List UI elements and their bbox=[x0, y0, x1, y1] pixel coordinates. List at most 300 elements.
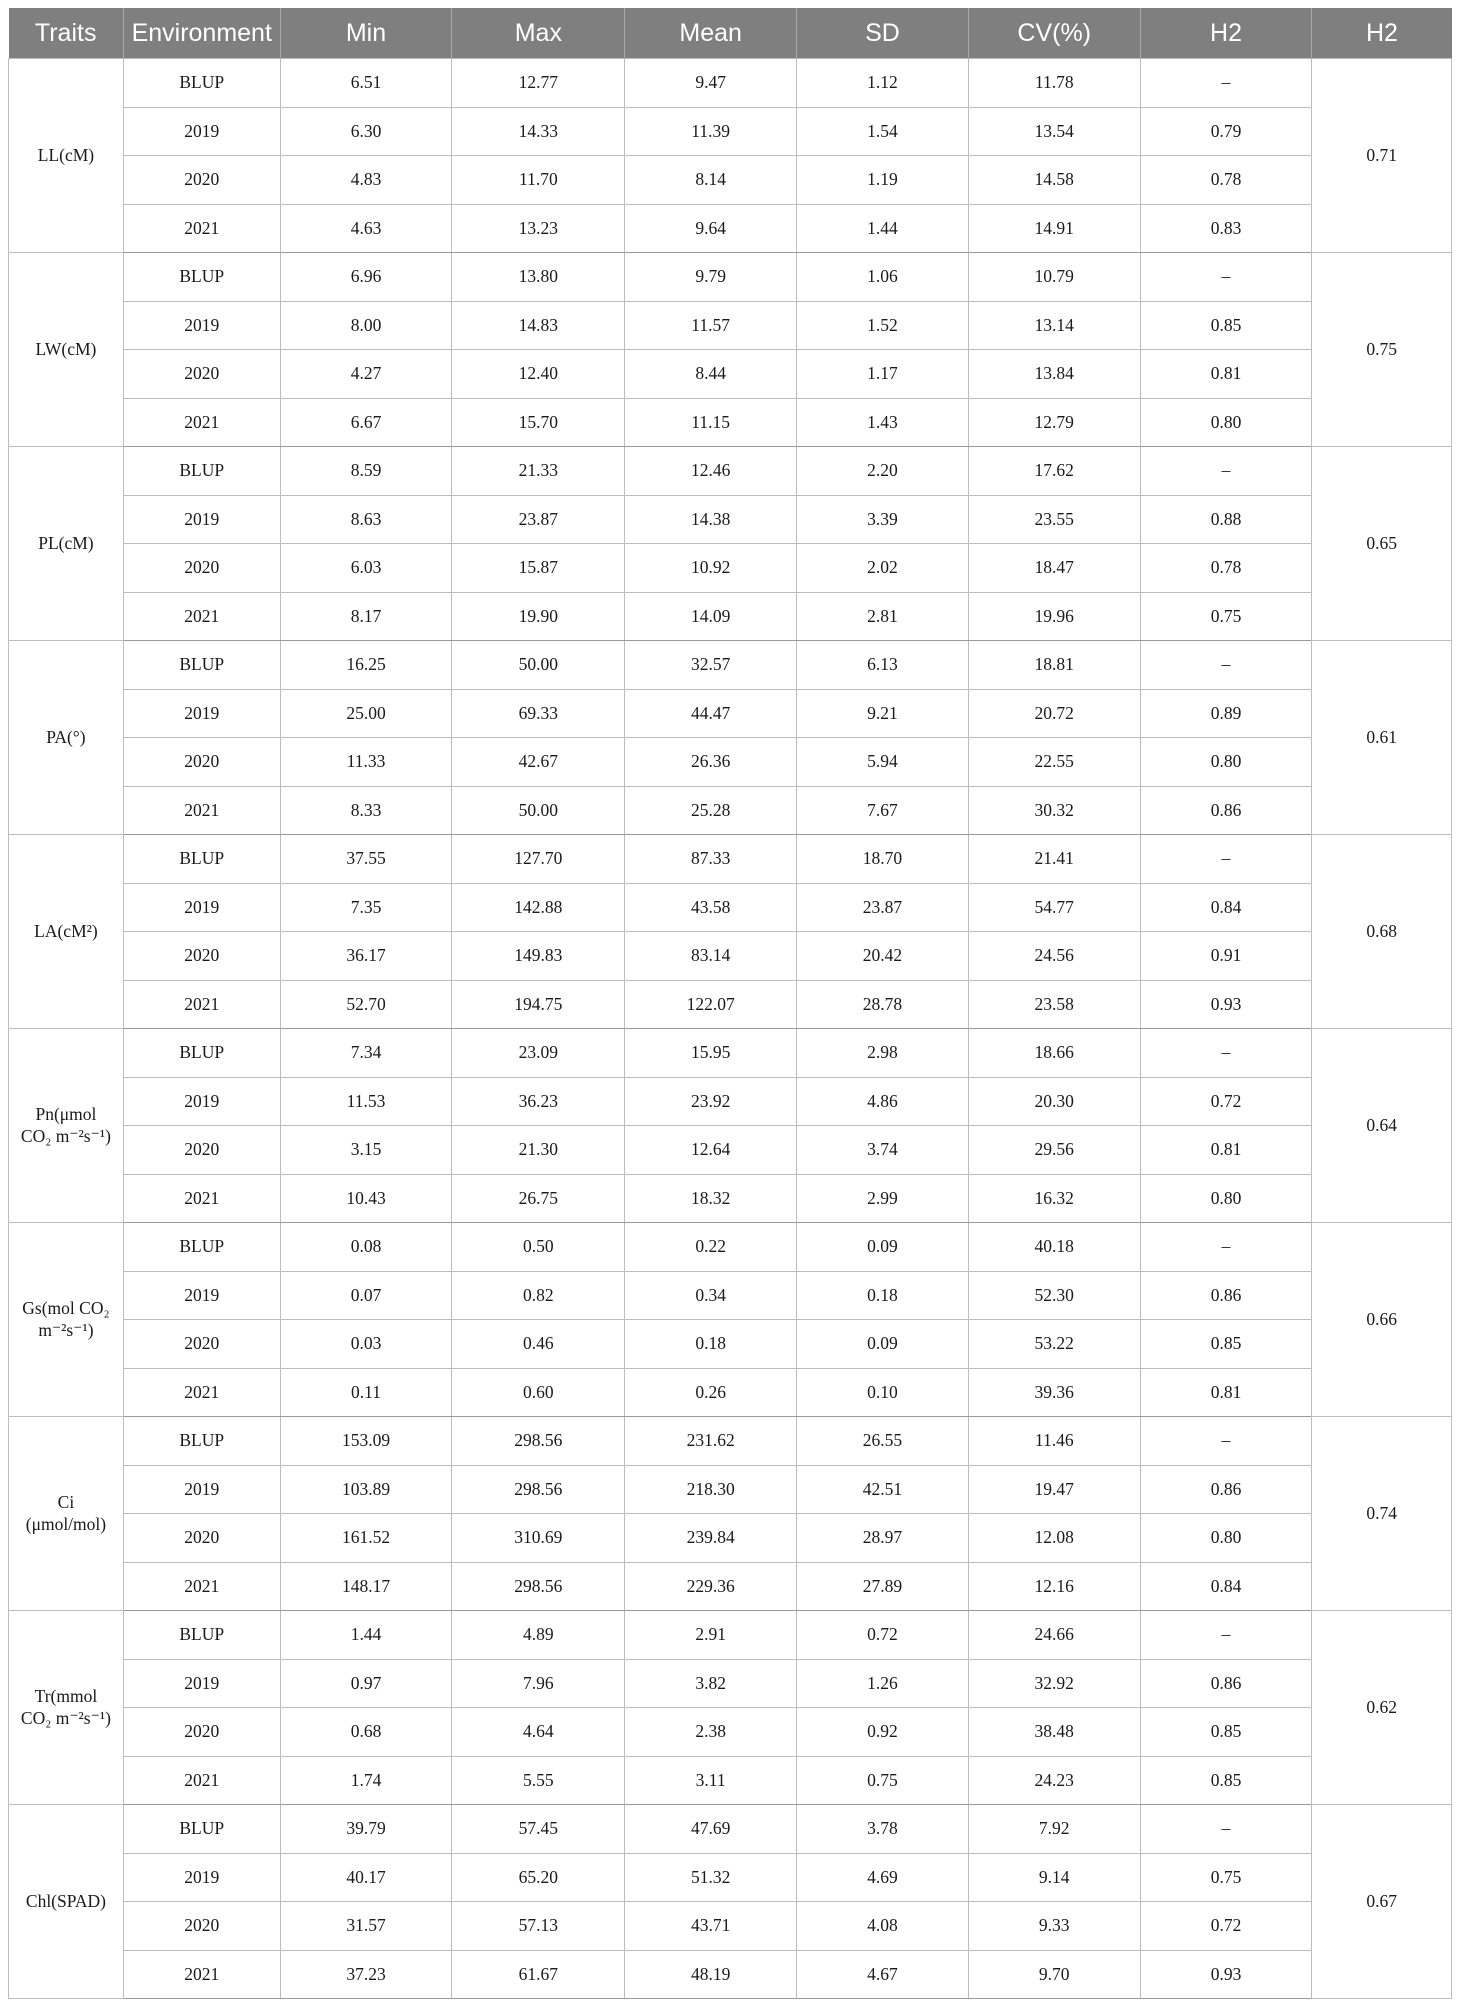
sd-cell: 4.67 bbox=[797, 1950, 969, 1999]
table-row bbox=[9, 1756, 1452, 1805]
cv-cell: 22.55 bbox=[968, 738, 1140, 787]
environment-cell: BLUP bbox=[123, 447, 280, 496]
cv-cell: 24.23 bbox=[968, 1756, 1140, 1805]
environment-cell: 2020 bbox=[123, 1320, 280, 1369]
max-cell: 36.23 bbox=[452, 1077, 625, 1126]
table-row bbox=[9, 738, 1452, 787]
header-max: Max bbox=[452, 8, 625, 59]
sd-cell: 3.78 bbox=[797, 1805, 969, 1854]
environment-cell: 2021 bbox=[123, 1950, 280, 1999]
max-cell: 7.96 bbox=[452, 1659, 625, 1708]
environment-cell: 2021 bbox=[123, 204, 280, 253]
overall-h2-cell: 0.65 bbox=[1312, 447, 1452, 641]
sd-cell: 1.06 bbox=[797, 253, 969, 302]
mean-cell: 239.84 bbox=[625, 1514, 797, 1563]
max-cell: 14.83 bbox=[452, 301, 625, 350]
min-cell: 8.59 bbox=[280, 447, 452, 496]
min-cell: 11.33 bbox=[280, 738, 452, 787]
header-sd: SD bbox=[797, 8, 969, 59]
cv-cell: 18.47 bbox=[968, 544, 1140, 593]
cv-cell: 11.78 bbox=[968, 59, 1140, 108]
table-row bbox=[9, 1368, 1452, 1417]
mean-cell: 0.34 bbox=[625, 1271, 797, 1320]
cv-cell: 14.91 bbox=[968, 204, 1140, 253]
trait-cell bbox=[9, 1029, 124, 1223]
min-cell: 3.15 bbox=[280, 1126, 452, 1175]
environment-cell: 2020 bbox=[123, 156, 280, 205]
min-cell: 7.34 bbox=[280, 1029, 452, 1078]
h2-cell: – bbox=[1140, 253, 1312, 302]
mean-cell: 87.33 bbox=[625, 835, 797, 884]
h2-cell: 0.85 bbox=[1140, 1320, 1312, 1369]
min-cell: 8.00 bbox=[280, 301, 452, 350]
max-cell: 26.75 bbox=[452, 1174, 625, 1223]
trait-label-line: CO₂ m⁻²s⁻¹) bbox=[20, 1707, 111, 1728]
h2-cell: 0.72 bbox=[1140, 1077, 1312, 1126]
h2-cell: 0.84 bbox=[1140, 883, 1312, 932]
cv-cell: 12.08 bbox=[968, 1514, 1140, 1563]
max-cell: 21.30 bbox=[452, 1126, 625, 1175]
h2-cell: 0.80 bbox=[1140, 398, 1312, 447]
mean-cell: 23.92 bbox=[625, 1077, 797, 1126]
header-cv: CV(%) bbox=[968, 8, 1140, 59]
mean-cell: 11.15 bbox=[625, 398, 797, 447]
table-row bbox=[9, 786, 1452, 835]
sd-cell: 0.10 bbox=[797, 1368, 969, 1417]
sd-cell: 1.44 bbox=[797, 204, 969, 253]
table-row bbox=[9, 1223, 1452, 1272]
mean-cell: 9.79 bbox=[625, 253, 797, 302]
h2-cell: 0.86 bbox=[1140, 786, 1312, 835]
mean-cell: 12.46 bbox=[625, 447, 797, 496]
cv-cell: 19.96 bbox=[968, 592, 1140, 641]
environment-cell: BLUP bbox=[123, 641, 280, 690]
sd-cell: 4.69 bbox=[797, 1853, 969, 1902]
cv-cell: 23.58 bbox=[968, 980, 1140, 1029]
table-row bbox=[9, 980, 1452, 1029]
environment-cell: 2020 bbox=[123, 350, 280, 399]
sd-cell: 3.74 bbox=[797, 1126, 969, 1175]
header-min: Min bbox=[280, 8, 452, 59]
min-cell: 1.44 bbox=[280, 1611, 452, 1660]
environment-cell: 2019 bbox=[123, 1853, 280, 1902]
mean-cell: 11.57 bbox=[625, 301, 797, 350]
mean-cell: 3.82 bbox=[625, 1659, 797, 1708]
environment-cell: BLUP bbox=[123, 835, 280, 884]
min-cell: 6.03 bbox=[280, 544, 452, 593]
trait-label-line: (μmol/mol) bbox=[25, 1513, 107, 1534]
trait-cell: PL(cM) bbox=[9, 447, 124, 641]
sd-cell: 20.42 bbox=[797, 932, 969, 981]
max-cell: 42.67 bbox=[452, 738, 625, 787]
h2-cell: – bbox=[1140, 447, 1312, 496]
environment-cell: BLUP bbox=[123, 1805, 280, 1854]
max-cell: 0.82 bbox=[452, 1271, 625, 1320]
min-cell: 4.27 bbox=[280, 350, 452, 399]
h2-cell: 0.78 bbox=[1140, 156, 1312, 205]
min-cell: 36.17 bbox=[280, 932, 452, 981]
mean-cell: 18.32 bbox=[625, 1174, 797, 1223]
h2-cell: 0.80 bbox=[1140, 1174, 1312, 1223]
max-cell: 11.70 bbox=[452, 156, 625, 205]
mean-cell: 43.58 bbox=[625, 883, 797, 932]
cv-cell: 9.14 bbox=[968, 1853, 1140, 1902]
cv-cell: 9.33 bbox=[968, 1902, 1140, 1951]
h2-cell: 0.86 bbox=[1140, 1271, 1312, 1320]
cv-cell: 24.66 bbox=[968, 1611, 1140, 1660]
cv-cell: 54.77 bbox=[968, 883, 1140, 932]
environment-cell: 2019 bbox=[123, 883, 280, 932]
cv-cell: 12.16 bbox=[968, 1562, 1140, 1611]
header-environment: Environment bbox=[123, 8, 280, 59]
cv-cell: 16.32 bbox=[968, 1174, 1140, 1223]
sd-cell: 4.08 bbox=[797, 1902, 969, 1951]
table-row bbox=[9, 398, 1452, 447]
mean-cell: 14.09 bbox=[625, 592, 797, 641]
min-cell: 31.57 bbox=[280, 1902, 452, 1951]
cv-cell: 18.81 bbox=[968, 641, 1140, 690]
environment-cell: 2019 bbox=[123, 1077, 280, 1126]
sd-cell: 7.67 bbox=[797, 786, 969, 835]
h2-cell: 0.75 bbox=[1140, 1853, 1312, 1902]
min-cell: 11.53 bbox=[280, 1077, 452, 1126]
min-cell: 6.51 bbox=[280, 59, 452, 108]
max-cell: 4.89 bbox=[452, 1611, 625, 1660]
h2-cell: 0.81 bbox=[1140, 350, 1312, 399]
environment-cell: 2020 bbox=[123, 1902, 280, 1951]
mean-cell: 10.92 bbox=[625, 544, 797, 593]
min-cell: 4.63 bbox=[280, 204, 452, 253]
h2-cell: 0.81 bbox=[1140, 1126, 1312, 1175]
max-cell: 23.87 bbox=[452, 495, 625, 544]
sd-cell: 1.19 bbox=[797, 156, 969, 205]
cv-cell: 13.84 bbox=[968, 350, 1140, 399]
cv-cell: 13.14 bbox=[968, 301, 1140, 350]
h2-cell: 0.81 bbox=[1140, 1368, 1312, 1417]
mean-cell: 51.32 bbox=[625, 1853, 797, 1902]
cv-cell: 14.58 bbox=[968, 156, 1140, 205]
sd-cell: 0.72 bbox=[797, 1611, 969, 1660]
max-cell: 19.90 bbox=[452, 592, 625, 641]
max-cell: 298.56 bbox=[452, 1562, 625, 1611]
max-cell: 13.80 bbox=[452, 253, 625, 302]
mean-cell: 2.91 bbox=[625, 1611, 797, 1660]
sd-cell: 1.43 bbox=[797, 398, 969, 447]
h2-cell: 0.86 bbox=[1140, 1659, 1312, 1708]
h2-cell: – bbox=[1140, 835, 1312, 884]
header-mean: Mean bbox=[625, 8, 797, 59]
max-cell: 310.69 bbox=[452, 1514, 625, 1563]
cv-cell: 38.48 bbox=[968, 1708, 1140, 1757]
sd-cell: 1.54 bbox=[797, 107, 969, 156]
sd-cell: 23.87 bbox=[797, 883, 969, 932]
environment-cell: BLUP bbox=[123, 253, 280, 302]
mean-cell: 47.69 bbox=[625, 1805, 797, 1854]
cv-cell: 24.56 bbox=[968, 932, 1140, 981]
mean-cell: 218.30 bbox=[625, 1465, 797, 1514]
cv-cell: 12.79 bbox=[968, 398, 1140, 447]
environment-cell: 2021 bbox=[123, 398, 280, 447]
sd-cell: 0.92 bbox=[797, 1708, 969, 1757]
sd-cell: 2.99 bbox=[797, 1174, 969, 1223]
max-cell: 21.33 bbox=[452, 447, 625, 496]
trait-cell: PA(°) bbox=[9, 641, 124, 835]
table-row bbox=[9, 592, 1452, 641]
min-cell: 0.97 bbox=[280, 1659, 452, 1708]
sd-cell: 6.13 bbox=[797, 641, 969, 690]
table-container bbox=[8, 8, 1452, 1999]
sd-cell: 2.81 bbox=[797, 592, 969, 641]
sd-cell: 1.12 bbox=[797, 59, 969, 108]
environment-cell: 2019 bbox=[123, 1659, 280, 1708]
sd-cell: 18.70 bbox=[797, 835, 969, 884]
table-row bbox=[9, 1174, 1452, 1223]
mean-cell: 0.22 bbox=[625, 1223, 797, 1272]
mean-cell: 122.07 bbox=[625, 980, 797, 1029]
min-cell: 16.25 bbox=[280, 641, 452, 690]
h2-cell: 0.83 bbox=[1140, 204, 1312, 253]
cv-cell: 39.36 bbox=[968, 1368, 1140, 1417]
trait-cell bbox=[9, 1611, 124, 1805]
max-cell: 142.88 bbox=[452, 883, 625, 932]
min-cell: 25.00 bbox=[280, 689, 452, 738]
sd-cell: 28.78 bbox=[797, 980, 969, 1029]
max-cell: 61.67 bbox=[452, 1950, 625, 1999]
table-row bbox=[9, 1077, 1452, 1126]
mean-cell: 231.62 bbox=[625, 1417, 797, 1466]
sd-cell: 2.98 bbox=[797, 1029, 969, 1078]
environment-cell: 2021 bbox=[123, 980, 280, 1029]
mean-cell: 32.57 bbox=[625, 641, 797, 690]
mean-cell: 9.64 bbox=[625, 204, 797, 253]
min-cell: 10.43 bbox=[280, 1174, 452, 1223]
h2-cell: 0.91 bbox=[1140, 932, 1312, 981]
mean-cell: 48.19 bbox=[625, 1950, 797, 1999]
environment-cell: 2021 bbox=[123, 1174, 280, 1223]
environment-cell: BLUP bbox=[123, 1611, 280, 1660]
table-row bbox=[9, 1805, 1452, 1854]
h2-cell: 0.79 bbox=[1140, 107, 1312, 156]
trait-cell: Chl(SPAD) bbox=[9, 1805, 124, 1999]
mean-cell: 44.47 bbox=[625, 689, 797, 738]
table-row bbox=[9, 689, 1452, 738]
table-row bbox=[9, 495, 1452, 544]
mean-cell: 83.14 bbox=[625, 932, 797, 981]
sd-cell: 2.20 bbox=[797, 447, 969, 496]
overall-h2-cell: 0.66 bbox=[1312, 1223, 1452, 1417]
min-cell: 40.17 bbox=[280, 1853, 452, 1902]
min-cell: 0.08 bbox=[280, 1223, 452, 1272]
environment-cell: 2019 bbox=[123, 495, 280, 544]
min-cell: 161.52 bbox=[280, 1514, 452, 1563]
cv-cell: 11.46 bbox=[968, 1417, 1140, 1466]
min-cell: 0.68 bbox=[280, 1708, 452, 1757]
h2-cell: – bbox=[1140, 59, 1312, 108]
environment-cell: BLUP bbox=[123, 59, 280, 108]
h2-cell: 0.89 bbox=[1140, 689, 1312, 738]
sd-cell: 0.18 bbox=[797, 1271, 969, 1320]
h2-cell: 0.72 bbox=[1140, 1902, 1312, 1951]
h2-cell: 0.86 bbox=[1140, 1465, 1312, 1514]
max-cell: 65.20 bbox=[452, 1853, 625, 1902]
cv-cell: 9.70 bbox=[968, 1950, 1140, 1999]
max-cell: 12.77 bbox=[452, 59, 625, 108]
h2-cell: – bbox=[1140, 1029, 1312, 1078]
h2-cell: – bbox=[1140, 1805, 1312, 1854]
environment-cell: 2019 bbox=[123, 301, 280, 350]
h2-cell: 0.93 bbox=[1140, 980, 1312, 1029]
min-cell: 7.35 bbox=[280, 883, 452, 932]
environment-cell: 2021 bbox=[123, 592, 280, 641]
h2-cell: 0.85 bbox=[1140, 301, 1312, 350]
min-cell: 4.83 bbox=[280, 156, 452, 205]
mean-cell: 14.38 bbox=[625, 495, 797, 544]
environment-cell: BLUP bbox=[123, 1417, 280, 1466]
mean-cell: 2.38 bbox=[625, 1708, 797, 1757]
table-row bbox=[9, 301, 1452, 350]
table-row bbox=[9, 1271, 1452, 1320]
table-row bbox=[9, 835, 1452, 884]
trait-label-line: Pn(μmol bbox=[35, 1103, 97, 1124]
trait-cell: LW(cM) bbox=[9, 253, 124, 447]
overall-h2-cell: 0.62 bbox=[1312, 1611, 1452, 1805]
mean-cell: 25.28 bbox=[625, 786, 797, 835]
max-cell: 23.09 bbox=[452, 1029, 625, 1078]
max-cell: 12.40 bbox=[452, 350, 625, 399]
max-cell: 298.56 bbox=[452, 1417, 625, 1466]
sd-cell: 9.21 bbox=[797, 689, 969, 738]
h2-cell: – bbox=[1140, 1223, 1312, 1272]
mean-cell: 0.26 bbox=[625, 1368, 797, 1417]
max-cell: 0.60 bbox=[452, 1368, 625, 1417]
header-traits: Traits bbox=[9, 8, 124, 59]
table-row bbox=[9, 156, 1452, 205]
overall-h2-cell: 0.67 bbox=[1312, 1805, 1452, 1999]
min-cell: 6.67 bbox=[280, 398, 452, 447]
min-cell: 52.70 bbox=[280, 980, 452, 1029]
max-cell: 298.56 bbox=[452, 1465, 625, 1514]
max-cell: 69.33 bbox=[452, 689, 625, 738]
max-cell: 57.45 bbox=[452, 1805, 625, 1854]
cv-cell: 20.30 bbox=[968, 1077, 1140, 1126]
cv-cell: 40.18 bbox=[968, 1223, 1140, 1272]
environment-cell: 2020 bbox=[123, 1708, 280, 1757]
sd-cell: 0.09 bbox=[797, 1320, 969, 1369]
header-h2-overall: H2 bbox=[1312, 8, 1452, 59]
max-cell: 127.70 bbox=[452, 835, 625, 884]
max-cell: 57.13 bbox=[452, 1902, 625, 1951]
table-row bbox=[9, 1320, 1452, 1369]
mean-cell: 0.18 bbox=[625, 1320, 797, 1369]
max-cell: 194.75 bbox=[452, 980, 625, 1029]
sd-cell: 0.09 bbox=[797, 1223, 969, 1272]
sd-cell: 1.26 bbox=[797, 1659, 969, 1708]
trait-cell: LL(cM) bbox=[9, 59, 124, 253]
table-row bbox=[9, 350, 1452, 399]
min-cell: 39.79 bbox=[280, 1805, 452, 1854]
mean-cell: 43.71 bbox=[625, 1902, 797, 1951]
min-cell: 8.33 bbox=[280, 786, 452, 835]
environment-cell: 2020 bbox=[123, 1126, 280, 1175]
environment-cell: 2021 bbox=[123, 1756, 280, 1805]
mean-cell: 3.11 bbox=[625, 1756, 797, 1805]
table-row bbox=[9, 1659, 1452, 1708]
cv-cell: 21.41 bbox=[968, 835, 1140, 884]
overall-h2-cell: 0.71 bbox=[1312, 59, 1452, 253]
table-row bbox=[9, 1465, 1452, 1514]
cv-cell: 19.47 bbox=[968, 1465, 1140, 1514]
max-cell: 50.00 bbox=[452, 641, 625, 690]
mean-cell: 8.14 bbox=[625, 156, 797, 205]
sd-cell: 26.55 bbox=[797, 1417, 969, 1466]
table-row bbox=[9, 1126, 1452, 1175]
min-cell: 8.17 bbox=[280, 592, 452, 641]
mean-cell: 15.95 bbox=[625, 1029, 797, 1078]
environment-cell: 2021 bbox=[123, 1562, 280, 1611]
trait-label-line: Ci bbox=[57, 1491, 75, 1512]
table-row bbox=[9, 1514, 1452, 1563]
max-cell: 4.64 bbox=[452, 1708, 625, 1757]
table-row bbox=[9, 1853, 1452, 1902]
h2-cell: 0.80 bbox=[1140, 738, 1312, 787]
table-row bbox=[9, 883, 1452, 932]
h2-cell: 0.93 bbox=[1140, 1950, 1312, 1999]
sd-cell: 1.17 bbox=[797, 350, 969, 399]
cv-cell: 30.32 bbox=[968, 786, 1140, 835]
table-row bbox=[9, 1902, 1452, 1951]
table-row bbox=[9, 641, 1452, 690]
min-cell: 153.09 bbox=[280, 1417, 452, 1466]
h2-cell: – bbox=[1140, 1611, 1312, 1660]
environment-cell: 2020 bbox=[123, 738, 280, 787]
h2-cell: 0.75 bbox=[1140, 592, 1312, 641]
environment-cell: 2020 bbox=[123, 932, 280, 981]
cv-cell: 52.30 bbox=[968, 1271, 1140, 1320]
max-cell: 149.83 bbox=[452, 932, 625, 981]
table-row bbox=[9, 1950, 1452, 1999]
environment-cell: 2019 bbox=[123, 1465, 280, 1514]
trait-label-line: m⁻²s⁻¹) bbox=[38, 1319, 94, 1340]
table-row bbox=[9, 447, 1452, 496]
h2-cell: 0.78 bbox=[1140, 544, 1312, 593]
sd-cell: 42.51 bbox=[797, 1465, 969, 1514]
header-row bbox=[9, 8, 1452, 59]
cv-cell: 32.92 bbox=[968, 1659, 1140, 1708]
max-cell: 50.00 bbox=[452, 786, 625, 835]
cv-cell: 20.72 bbox=[968, 689, 1140, 738]
cv-cell: 7.92 bbox=[968, 1805, 1140, 1854]
max-cell: 13.23 bbox=[452, 204, 625, 253]
min-cell: 6.30 bbox=[280, 107, 452, 156]
h2-cell: – bbox=[1140, 641, 1312, 690]
environment-cell: 2021 bbox=[123, 1368, 280, 1417]
table-body bbox=[9, 59, 1452, 1999]
max-cell: 0.50 bbox=[452, 1223, 625, 1272]
min-cell: 8.63 bbox=[280, 495, 452, 544]
max-cell: 15.87 bbox=[452, 544, 625, 593]
table-row bbox=[9, 1708, 1452, 1757]
table-row bbox=[9, 544, 1452, 593]
sd-cell: 28.97 bbox=[797, 1514, 969, 1563]
max-cell: 15.70 bbox=[452, 398, 625, 447]
mean-cell: 8.44 bbox=[625, 350, 797, 399]
environment-cell: BLUP bbox=[123, 1223, 280, 1272]
min-cell: 6.96 bbox=[280, 253, 452, 302]
cv-cell: 17.62 bbox=[968, 447, 1140, 496]
h2-cell: 0.85 bbox=[1140, 1756, 1312, 1805]
trait-label-line: CO₂ m⁻²s⁻¹) bbox=[20, 1125, 111, 1146]
overall-h2-cell: 0.75 bbox=[1312, 253, 1452, 447]
